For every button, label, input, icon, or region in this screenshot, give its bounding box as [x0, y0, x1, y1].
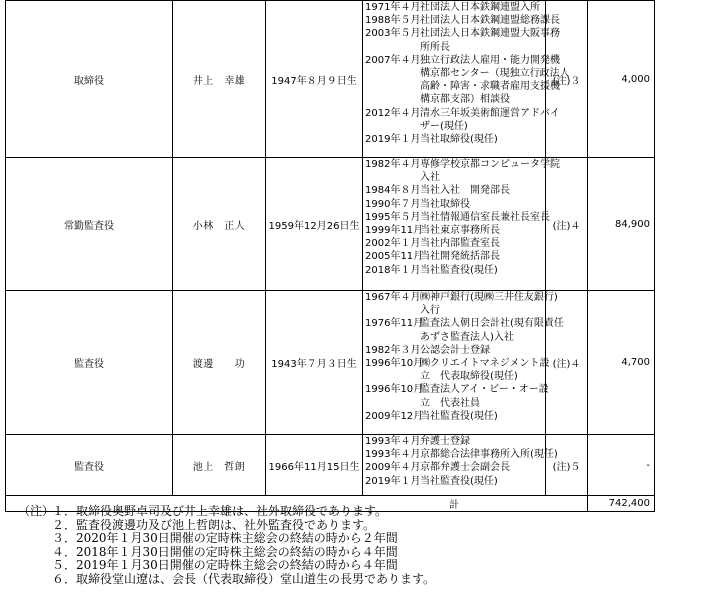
career-event: あずさ監査法人)入社: [420, 331, 514, 343]
total-label: 計: [363, 496, 546, 512]
career-date: 1967年４月: [365, 292, 421, 303]
note-text: ５．2019年１月30日開催の定時株主総会の終結の時から４年間: [52, 558, 398, 572]
note-lead: （注）: [18, 504, 55, 518]
note-text: １．取締役奥野卓司及び井上幸雄は、社外取締役であります。: [52, 504, 388, 518]
career-event: 所所長: [420, 41, 450, 53]
career-date: 2019年１月: [365, 133, 421, 145]
career-event: 独立行政法人雇用・能力開発機: [420, 54, 560, 66]
career-event: 当社取締役(現任): [420, 133, 498, 145]
officer-row: [6, 435, 655, 496]
career-date: [363, 41, 416, 54]
career-list: [363, 158, 560, 277]
career-date: 1990年７月: [365, 198, 421, 210]
officer-title: 常勤監査役: [6, 158, 173, 291]
career-event: ㈱神戸銀行(現㈱三井住友銀行): [420, 292, 558, 303]
career-date: 2003年５月: [365, 28, 421, 40]
career-date: [363, 80, 416, 93]
career-list: [363, 291, 564, 423]
officer-birthdate: 1943年７月３日生: [266, 291, 363, 435]
career-date: [363, 93, 416, 106]
note-text: ４．2018年１月30日開催の定時株主総会の終結の時から４年間: [52, 544, 398, 559]
officer-birthdate: 1947年８月９日生: [266, 1, 363, 158]
career-date: 1999年11月: [365, 224, 424, 236]
career-event: 構京都支部）相談役: [420, 94, 510, 106]
note-line: [18, 532, 435, 546]
note-line: [18, 573, 435, 587]
career-event: 当社入社 開発部長: [420, 185, 510, 197]
career-date: 2018年１月: [365, 264, 421, 276]
officers-table: [5, 0, 655, 512]
career-event: 監査法人アイ・ビー・オー設: [420, 384, 549, 396]
career-date: 1982年４月: [365, 159, 421, 170]
career-event: 当社監査役(現任): [420, 475, 498, 487]
officer-name: 池上 哲朗: [173, 435, 266, 496]
officer-term: (注)４: [546, 291, 588, 435]
career-date: 2012年４月: [365, 107, 421, 119]
career-event: 高齢・障害・求職者雇用支援機: [420, 81, 560, 93]
career-list: [363, 435, 558, 488]
officer-career: [363, 435, 558, 496]
career-event: 構京都センター（現独立行政法人: [420, 67, 570, 79]
career-event: 当社開発統括部長: [420, 251, 500, 263]
career-date: 1996年10月: [365, 384, 424, 396]
career-date: [363, 120, 416, 133]
career-date: 2009年12月: [365, 410, 424, 422]
officer-row: [6, 291, 655, 435]
career-event: 当社監査役(現任): [420, 264, 498, 276]
total-shares: 742,400: [588, 496, 655, 512]
career-event: ザー(現任): [420, 120, 468, 132]
career-event: 弁護士登録: [420, 436, 470, 447]
note-line: [18, 546, 435, 560]
career-date: 1988年５月: [365, 15, 421, 27]
career-date: [363, 304, 416, 317]
officer-term: (注)４: [546, 158, 588, 291]
career-date: 1971年４月: [365, 2, 421, 13]
officer-shares: -: [588, 435, 655, 496]
officer-row: [6, 158, 655, 291]
career-date: 2007年４月: [365, 54, 421, 66]
career-event: 社団法人日本鉄鋼連盟入所: [420, 2, 540, 13]
officer-career: [363, 291, 564, 435]
note-text: ６．取締役堂山遼は、会長（代表取締役）堂山道生の長男であります。: [52, 571, 436, 586]
career-event: 当社東京事務所長: [420, 224, 500, 236]
career-event: 当社内部監査室長: [420, 238, 500, 250]
officer-shares: 84,900: [588, 158, 655, 291]
officer-row: [6, 1, 655, 158]
officer-shares: 4,700: [588, 291, 655, 435]
career-event: 社団法人日本鉄鋼連盟総務課長: [420, 15, 560, 27]
career-date: 1993年４月: [365, 436, 421, 447]
officer-term: (注)５: [546, 435, 588, 496]
officer-birthdate: 1966年11月15日生: [266, 435, 363, 496]
career-date: [363, 171, 416, 184]
career-event: 入行: [420, 305, 440, 317]
career-date: 2009年４月: [365, 462, 421, 474]
note-line: [18, 559, 435, 573]
officer-title: 取締役: [6, 1, 173, 158]
officer-title: 監査役: [6, 435, 173, 496]
officer-career: [363, 158, 560, 291]
career-event: 入社: [420, 172, 440, 184]
career-event: 立 代表取締役(現任): [420, 371, 518, 383]
officer-term: (注)３: [546, 1, 588, 158]
notes-section: [18, 505, 435, 586]
career-date: [363, 370, 416, 383]
career-date: 2005年11月: [365, 251, 424, 263]
career-event: 専修学校京都コンピュータ学院: [420, 159, 560, 170]
career-date: 2002年１月: [365, 238, 421, 250]
career-event: 当社監査役(現任): [420, 410, 498, 422]
career-event: 当社取締役: [420, 198, 470, 210]
career-date: 1993年４月: [365, 449, 421, 461]
officer-name: 小林 正人: [173, 158, 266, 291]
note-text: ３．2020年１月30日開催の定時株主総会の終結の時から２年間: [52, 531, 398, 545]
officer-shares: 4,000: [588, 1, 655, 158]
career-event: 監査法人朝日会計社(現有限責任: [420, 318, 564, 330]
career-event: 京都弁護士会副会長: [420, 462, 510, 474]
career-date: 2019年１月: [365, 475, 421, 487]
career-event: 清水三年坂美術館運営アドバイ: [420, 107, 560, 119]
career-event: 当社情報通信室長兼社長室長: [420, 211, 550, 223]
career-date: 1995年５月: [365, 211, 421, 223]
career-date: [363, 397, 416, 410]
career-event: 立 代表社員: [420, 397, 480, 409]
officer-name: 井上 幸雄: [173, 1, 266, 158]
career-date: 1982年３月: [365, 344, 421, 356]
career-event: ㈱クリエイトマネジメント設: [420, 357, 550, 369]
career-date: 1996年10月: [365, 357, 424, 369]
officer-birthdate: 1959年12月26日生: [266, 158, 363, 291]
career-date: 1984年８月: [365, 185, 421, 197]
career-date: 1976年11月: [365, 318, 424, 330]
note-text: ２．監査役渡邊功及び池上哲朗は、社外監査役であります。: [52, 517, 376, 532]
career-date: [363, 67, 416, 80]
career-event: 公認会計士登録: [420, 344, 490, 356]
career-event: 社団法人日本鉄鋼連盟大阪事務: [420, 28, 560, 40]
career-event: 京都総合法律事務所入所(現任): [420, 449, 558, 461]
officer-title: 監査役: [6, 291, 173, 435]
note-line: [18, 519, 435, 533]
note-line: [18, 505, 435, 519]
officer-name: 渡邊 功: [173, 291, 266, 435]
career-date: [363, 331, 416, 344]
